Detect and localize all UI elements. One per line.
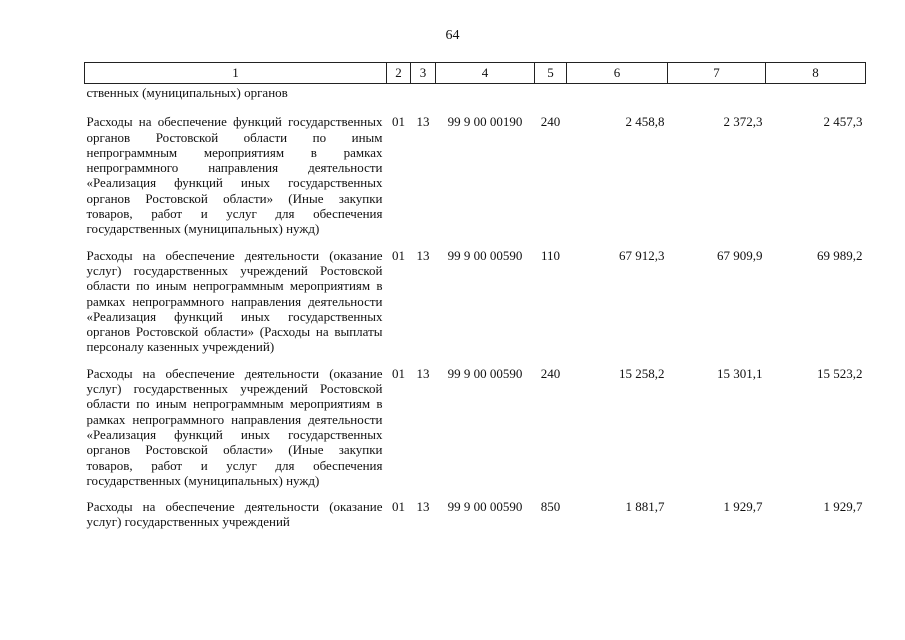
row-description: ственных (муниципальных) органов	[86, 85, 288, 100]
column-header: 8	[766, 63, 866, 84]
amount-year-2: 1 929,7	[723, 499, 763, 515]
budget-table	[84, 62, 866, 533]
amount-year-1: 1 881,7	[625, 499, 665, 515]
amount-year-1: 2 458,8	[625, 114, 665, 130]
amount-year-3: 1 929,7	[823, 499, 863, 515]
subsection-code: 13	[416, 114, 430, 130]
amount-year-2: 15 301,1	[717, 365, 763, 381]
row-description: Расходы на обеспечение функций государственных органов Ростовской области по иным непрограммным мероприятиям в рамках непрограммного направления деятельности «Реализация функций иных государственных органов Ростовской области» (Иные закупки товаров, работ и услуг для обеспечения государственных (муниципальных) нужд)	[86, 114, 383, 237]
row-description: Расходы на обеспечение деятельности (оказание услуг) государственных учреждений	[86, 499, 383, 530]
subsection-code: 13	[416, 499, 430, 515]
table-row	[85, 491, 866, 533]
amount-year-3: 2 457,3	[823, 114, 863, 130]
target-article-code: 99 9 00 00590	[447, 247, 523, 263]
amount-year-1: 67 912,3	[619, 247, 665, 263]
section-code: 01	[392, 365, 405, 381]
column-header: 6	[567, 63, 668, 84]
column-header: 5	[535, 63, 567, 84]
target-article-code: 99 9 00 00590	[447, 499, 523, 515]
expense-type-code: 240	[540, 114, 561, 130]
target-article-code: 99 9 00 00190	[447, 114, 523, 130]
expense-type-code: 240	[540, 365, 561, 381]
table-header-row	[85, 63, 866, 84]
amount-year-3: 15 523,2	[817, 365, 863, 381]
column-header: 7	[668, 63, 766, 84]
section-code: 01	[392, 247, 405, 263]
amount-year-2: 2 372,3	[723, 114, 763, 130]
table-row	[85, 358, 866, 491]
section-code: 01	[392, 114, 405, 130]
table-row-continuation	[85, 84, 866, 107]
section-code: 01	[392, 499, 405, 515]
subsection-code: 13	[416, 365, 430, 381]
column-header: 1	[85, 63, 387, 84]
column-header: 2	[387, 63, 411, 84]
subsection-code: 13	[416, 247, 430, 263]
expense-type-code: 850	[540, 499, 561, 515]
amount-year-1: 15 258,2	[619, 365, 665, 381]
page-number: 64	[445, 28, 460, 43]
table-row	[85, 106, 866, 239]
amount-year-2: 67 909,9	[717, 247, 763, 263]
column-header: 3	[411, 63, 436, 84]
table-row	[85, 240, 866, 358]
row-description: Расходы на обеспечение деятельности (оказание услуг) государственных учреждений Ростовской области по иным непрограммным мероприятиям в рамках непрограммного направления деятельности «Реализация функций иных государственных органов Ростовской области» (Расходы на выплаты персоналу казенных учреждений)	[86, 247, 383, 355]
expense-type-code: 110	[540, 247, 561, 263]
column-header: 4	[436, 63, 535, 84]
amount-year-3: 69 989,2	[817, 247, 863, 263]
target-article-code: 99 9 00 00590	[447, 365, 523, 381]
row-description: Расходы на обеспечение деятельности (оказание услуг) государственных учреждений Ростовской области по иным непрограммным мероприятиям в рамках непрограммного направления деятельности «Реализация функций иных государственных органов Ростовской области» (Иные закупки товаров, работ и услуг для обеспечения государственных (муниципальных) нужд)	[86, 365, 383, 488]
